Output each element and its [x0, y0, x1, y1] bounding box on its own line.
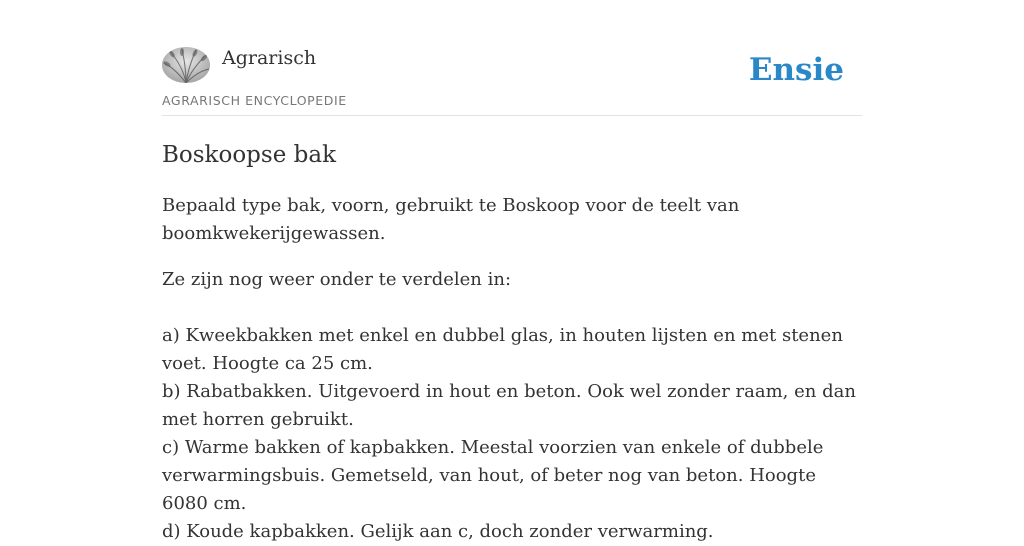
paragraph: Ze zijn nog weer onder te verdelen in:: [162, 269, 512, 290]
source-name-link[interactable]: Agrarisch: [222, 47, 317, 69]
article-body: [162, 192, 862, 546]
ensie-logo[interactable]: Ensie: [748, 52, 844, 88]
wheat-photo-icon[interactable]: [162, 47, 210, 83]
list-item: a) Kweekbakken met enkel en dubbel glas, in houten lijsten en met stenen voet. Hoogte ca 25 cm.: [162, 325, 843, 374]
list-item: c) Warme bakken of kapbakken. Meestal voorzien van enkele of dubbele verwarmingsbuis. Gemetseld, van hout, of beter nog van beton. Hoogte 6080 cm.: [162, 437, 824, 514]
source-subtitle: AGRARISCH ENCYCLOPEDIE: [162, 93, 347, 108]
definition-list: [162, 322, 862, 546]
article-page: [162, 0, 862, 542]
article-header: [162, 0, 862, 116]
page-title: Boskoopse bak: [162, 142, 337, 168]
paragraph: Bepaald type bak, voorn, gebruikt te Boskoop voor de teelt van boomkwekerijgewassen.: [162, 195, 740, 244]
list-item: b) Rabatbakken. Uitgevoerd in hout en beton. Ook wel zonder raam, en dan met horren gebruikt.: [162, 381, 856, 430]
list-item: d) Koude kapbakken. Gelijk aan c, doch zonder verwarming.: [162, 521, 714, 542]
